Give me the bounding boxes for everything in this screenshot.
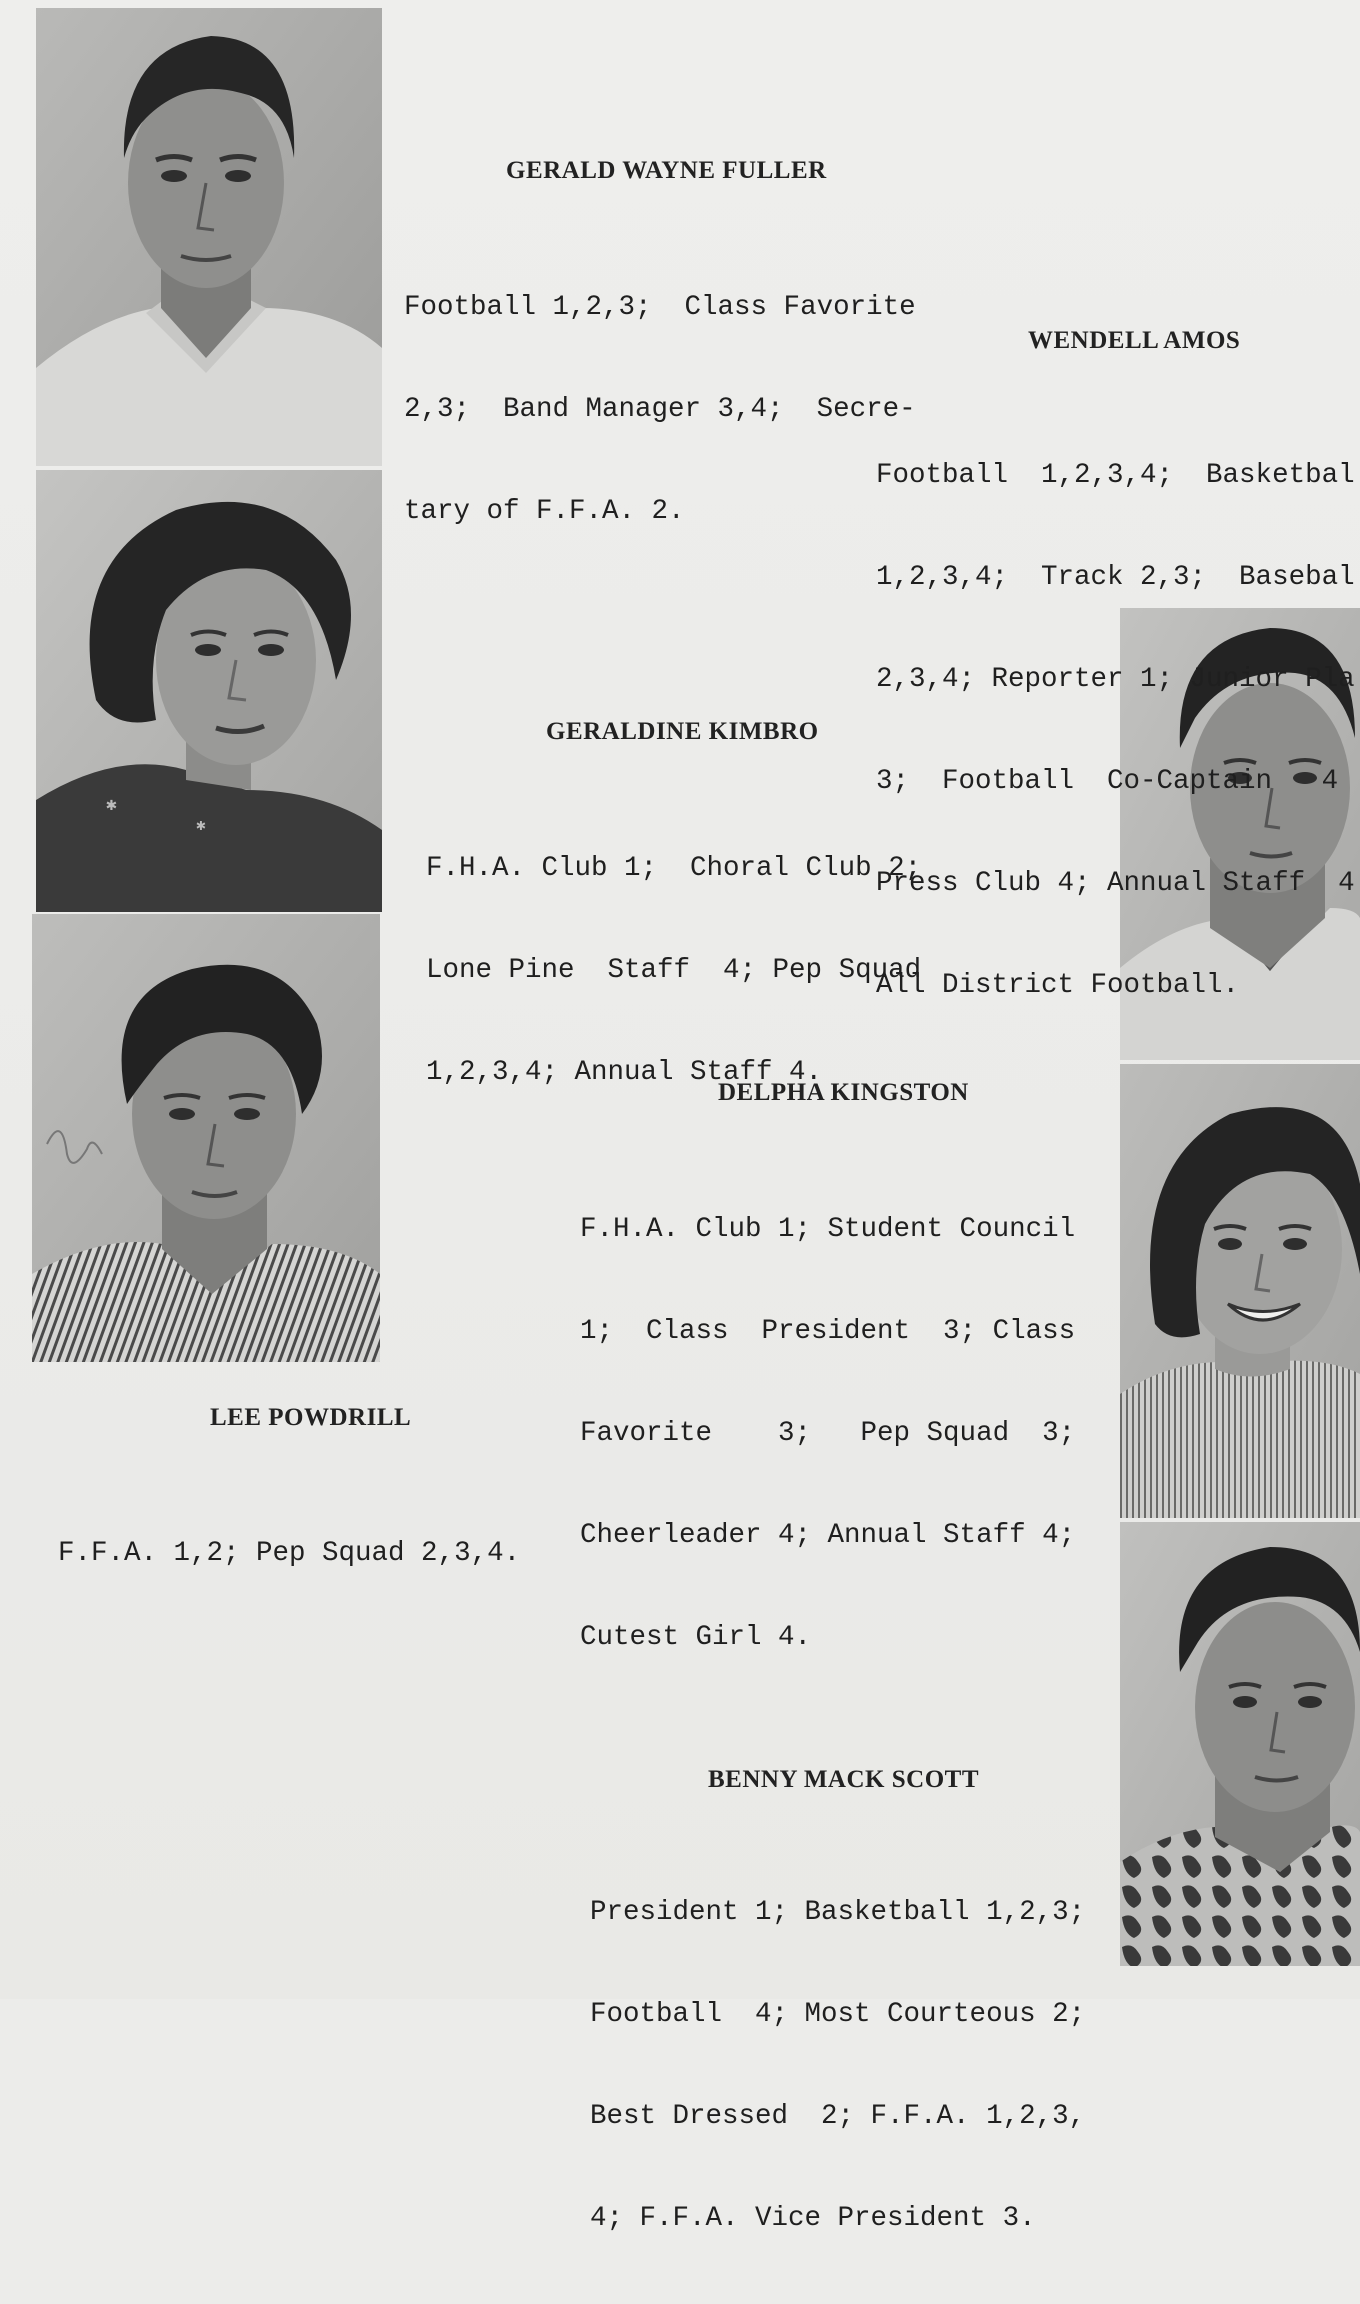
portrait-photo-powdrill xyxy=(32,914,380,1362)
portrait-photo-fuller xyxy=(36,8,382,466)
bio-line: All District Football. xyxy=(876,970,1240,1001)
svg-text:✱: ✱ xyxy=(106,796,117,816)
bio-line: 3; Football Co-Captain 4 xyxy=(876,766,1339,797)
student-bio-fuller xyxy=(404,223,916,597)
student-bio-amos xyxy=(876,391,1355,1071)
portrait-photo-kingston xyxy=(1120,1064,1360,1518)
student-bio-kingston xyxy=(580,1145,1075,1723)
bio-line: F.H.A. Club 1; Student Council xyxy=(580,1214,1076,1245)
bio-line: Cheerleader 4; Annual Staff 4; xyxy=(580,1520,1076,1551)
student-name-kingston: DELPHA KINGSTON xyxy=(718,1079,969,1106)
student-name-fuller: GERALD WAYNE FULLER xyxy=(506,157,827,184)
bio-line: Cutest Girl 4. xyxy=(580,1622,812,1653)
student-name-kimbro: GERALDINE KIMBRO xyxy=(546,718,819,745)
bio-line: President 1; Basketball 1,2,3; xyxy=(590,1897,1086,1928)
bio-line: 4; F.F.A. Vice President 3. xyxy=(590,2203,1036,2234)
bio-line: Football 1,2,3; Class Favorite xyxy=(404,292,916,323)
bio-line: 1,2,3,4; Annual Staff 4. xyxy=(426,1057,823,1088)
bio-line: Favorite 3; Pep Squad 3; xyxy=(580,1418,1076,1449)
bio-line: Football 4; Most Courteous 2; xyxy=(590,1999,1086,2030)
bio-line: 1,2,3,4; Track 2,3; Basebal xyxy=(876,562,1355,593)
bio-line: 1; Class President 3; Class xyxy=(580,1316,1076,1347)
bio-line: 2,3,4; Reporter 1; Junior Pla xyxy=(876,664,1355,695)
student-bio-powdrill xyxy=(58,1469,520,1639)
svg-text:✱: ✱ xyxy=(196,817,206,835)
bio-line: Press Club 4; Annual Staff 4 xyxy=(876,868,1355,899)
portrait-photo-scott xyxy=(1120,1522,1360,1966)
student-name-powdrill: LEE POWDRILL xyxy=(210,1404,412,1431)
student-name-amos: WENDELL AMOS xyxy=(1028,327,1241,354)
bio-line: Best Dressed 2; F.F.A. 1,2,3, xyxy=(590,2101,1086,2132)
bio-line: Football 1,2,3,4; Basketbal xyxy=(876,460,1355,491)
student-bio-scott xyxy=(590,1828,1085,2304)
portrait-photo-kimbro xyxy=(36,470,382,912)
bio-line: Lone Pine Staff 4; Pep Squad xyxy=(426,955,922,986)
bio-line: tary of F.F.A. 2. xyxy=(404,496,685,527)
bio-line: 2,3; Band Manager 3,4; Secre- xyxy=(404,394,916,425)
bio-line: F.F.A. 1,2; Pep Squad 2,3,4. xyxy=(58,1538,521,1569)
student-name-scott: BENNY MACK SCOTT xyxy=(708,1766,979,1793)
bio-line: F.H.A. Club 1; Choral Club 2; xyxy=(426,853,922,884)
